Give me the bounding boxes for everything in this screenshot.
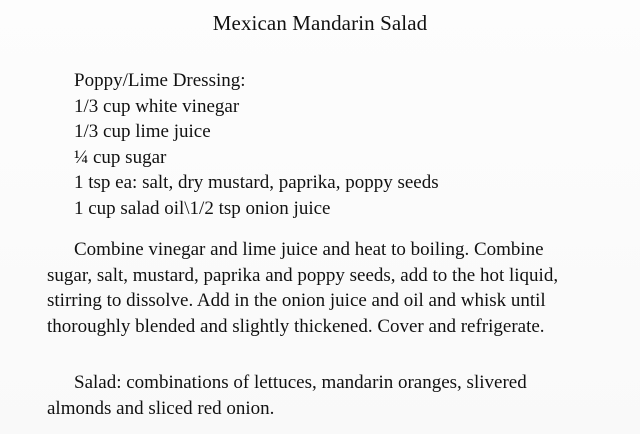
dressing-header: Poppy/Lime Dressing: [74,70,246,91]
salad-paragraph [47,370,527,421]
instructions-line: stirring to dissolve. Add in the onion juice and oil and whisk until [47,290,546,312]
salad-line: Salad: combinations of lettuces, mandarin oranges, slivered [74,372,527,393]
ingredient-line: 1 cup salad oil\1/2 tsp onion juice [74,197,331,219]
instructions-line: Combine vinegar and lime juice and heat to boiling. Combine [74,239,544,260]
ingredient-line: ¼ cup sugar [74,146,167,168]
ingredient-line: 1/3 cup lime juice [74,121,211,143]
instructions-paragraph [47,237,558,339]
salad-line: almonds and sliced red onion. [47,397,275,419]
instructions-line: thoroughly blended and slightly thickened. Cover and refrigerate. [47,315,545,337]
recipe-title: Mexican Mandarin Salad [212,11,428,35]
ingredient-line: 1 tsp ea: salt, dry mustard, paprika, poppy seeds [74,172,439,194]
ingredient-line: 1/3 cup white vinegar [74,95,240,117]
dressing-ingredients [74,68,439,222]
instructions-line: sugar, salt, mustard, paprika and poppy seeds, add to the hot liquid, [47,264,559,286]
